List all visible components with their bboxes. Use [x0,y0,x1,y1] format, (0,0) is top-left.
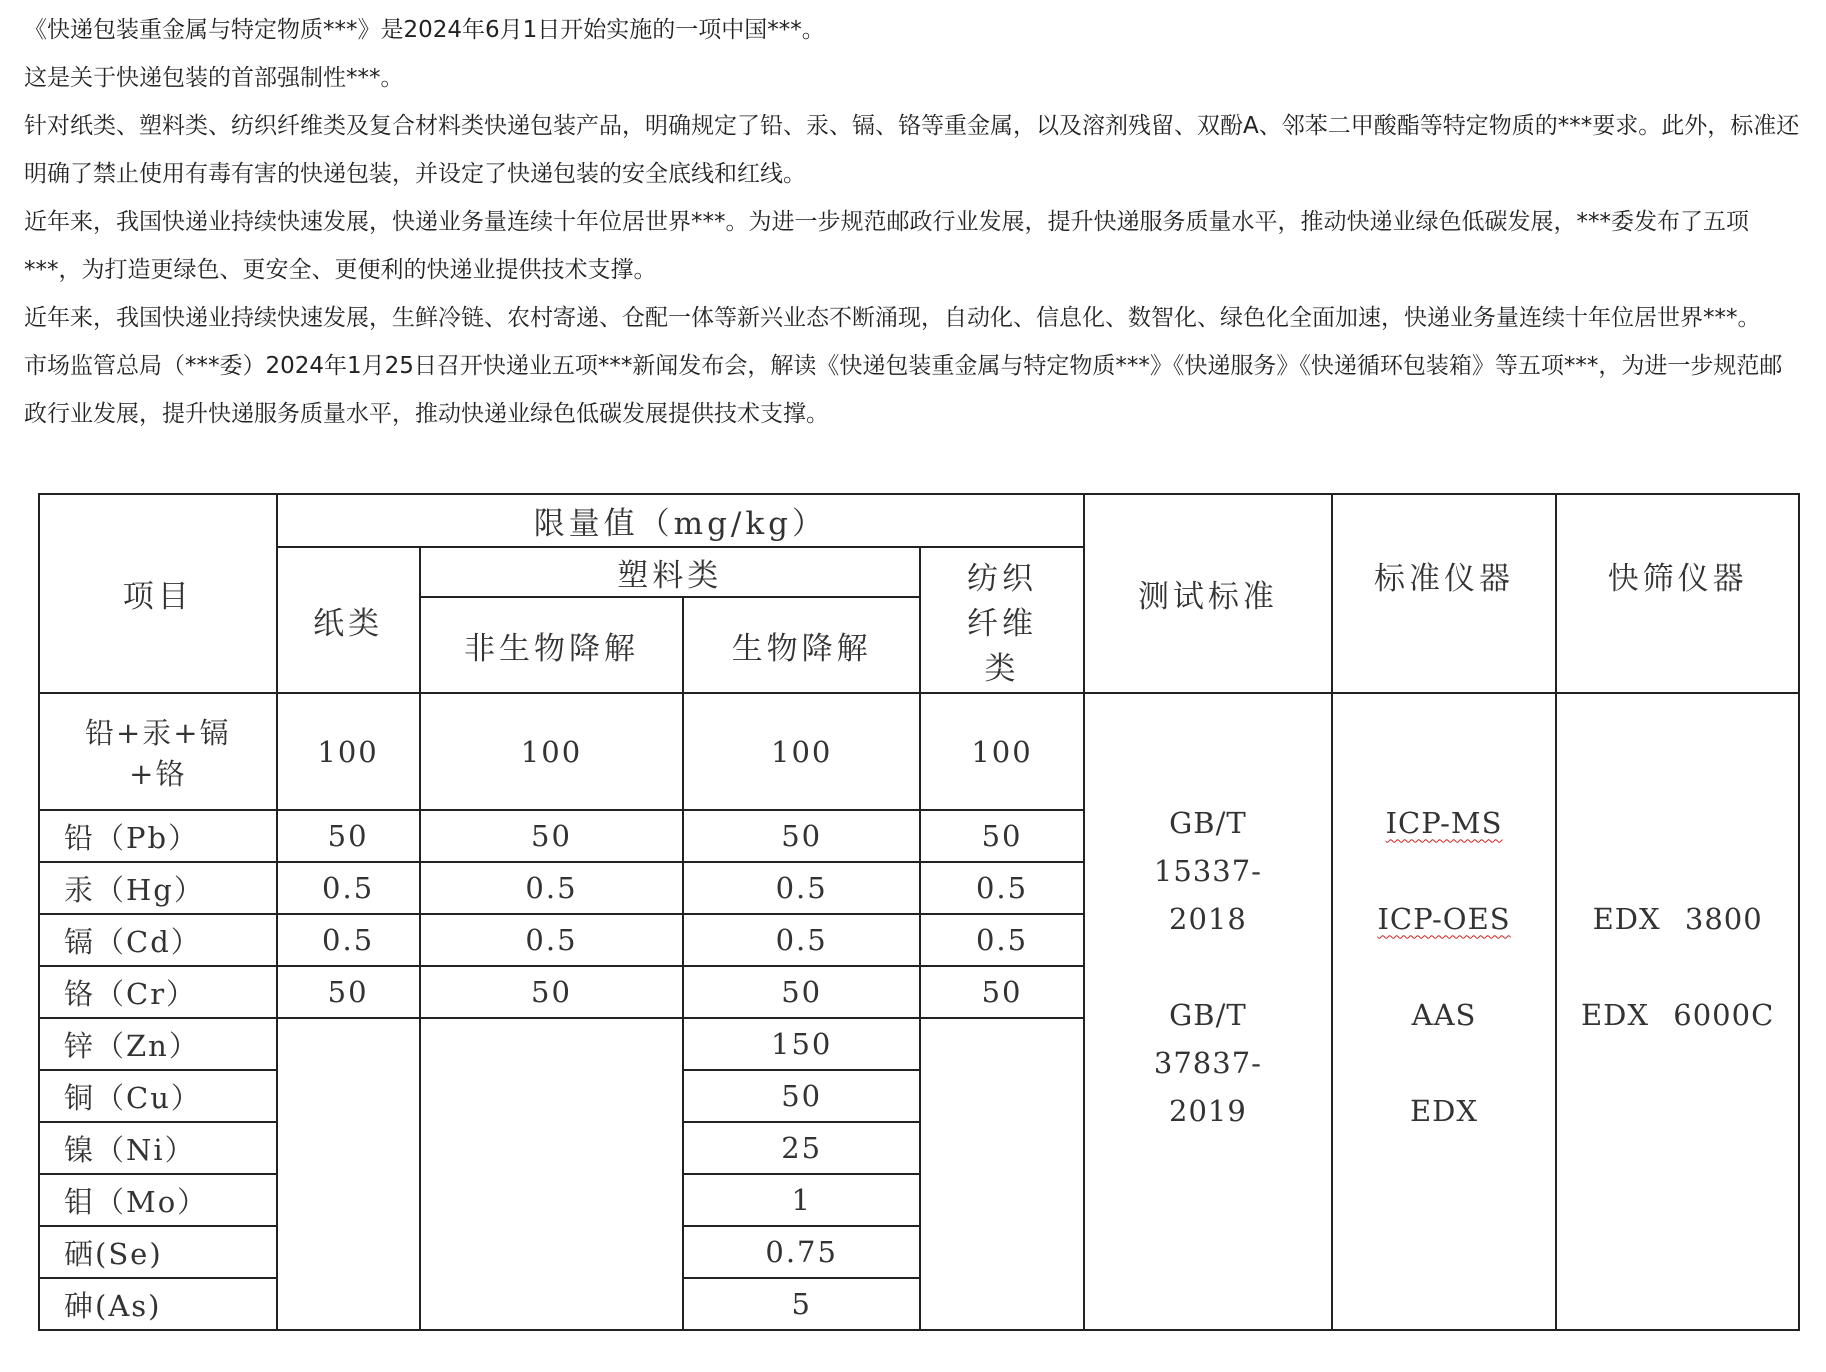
test-standard-line: GB/T [1169,997,1247,1032]
cell-non-bio: 0.5 [420,914,684,966]
bio-row-item: 钼（Mo） [39,1174,277,1226]
cell-bio: 50 [683,966,920,1018]
header-plastic: 塑料类 [420,547,920,597]
cell-bio: 0.5 [683,862,920,914]
bio-row-item: 镍（Ni） [39,1122,277,1174]
header-limit: 限量值（mg/kg） [277,494,1084,547]
empty-non-bio-cell [420,1018,684,1330]
cell-paper: 50 [277,810,420,862]
screening-instruments-cell [1556,693,1799,1330]
test-standard-line: 2018 [1169,901,1247,936]
header-standard-instrument: 标准仪器 [1332,494,1557,693]
metal-row-item: 镉（Cd） [39,914,277,966]
cell-bio: 25 [683,1122,920,1174]
paragraph: 近年来，我国快递业持续快速发展，快递业务量连续十年位居世界***。为进一步规范邮政行业发展，提升快递服务质量水平，推动快递业绿色低碳发展，***委发布了五项***，为打造更绿色、更安全、更便利的快递业提供技术支撑。 [24,209,1749,283]
paragraph: 这是关于快递包装的首部强制性***。 [24,65,404,91]
limits-table [38,493,1800,1331]
cell-bio: 50 [683,1070,920,1122]
metal-row-item: 汞（Hg） [39,862,277,914]
cell-bio: 1 [683,1174,920,1226]
cell-bio: 0.75 [683,1226,920,1278]
cell-paper: 50 [277,966,420,1018]
header-non-bio: 非生物降解 [420,597,684,693]
test-standard-line: GB/T [1169,805,1247,840]
standard-instruments-cell [1332,693,1557,1330]
bio-row-item: 砷(As) [39,1278,277,1330]
empty-paper-cell [277,1018,420,1330]
paragraph: 《快递包装重金属与特定物质***》是2024年6月1日开始实施的一项中国***。 [24,17,825,43]
test-standard-line: 2019 [1169,1093,1247,1128]
header-screening-instrument: 快筛仪器 [1556,494,1799,693]
metal-row-item: 铬（Cr） [39,966,277,1018]
instrument-name: ICP-OES [1377,901,1511,936]
cell-bio: 5 [683,1278,920,1330]
cell-textile: 50 [920,810,1084,862]
cell-paper: 0.5 [277,914,420,966]
cell-textile: 0.5 [920,862,1084,914]
header-paper: 纸类 [277,547,420,693]
cell-bio: 0.5 [683,914,920,966]
test-standard-line: 37837- [1153,1045,1262,1080]
bio-row-item: 硒(Se) [39,1226,277,1278]
cell-non-bio: 50 [420,966,684,1018]
test-standards-cell [1084,693,1332,1330]
header-item: 项目 [39,494,277,693]
cell-non-bio: 50 [420,810,684,862]
empty-textile-cell [920,1018,1084,1330]
header-textile: 纺织 纤维 类 [920,547,1084,693]
screening-instrument-name: EDX 6000C [1581,997,1775,1032]
cell-non-bio: 0.5 [420,862,684,914]
header-bio: 生物降解 [683,597,920,693]
cell-bio: 100 [683,693,920,810]
test-standard-line: 15337- [1153,853,1262,888]
cell-bio: 150 [683,1018,920,1070]
bio-row-item: 锌（Zn） [39,1018,277,1070]
cell-non-bio: 100 [420,693,684,810]
instrument-name: ICP-MS [1385,805,1503,840]
cell-textile: 0.5 [920,914,1084,966]
article-text [24,6,1804,438]
metal-row-item: 铅（Pb） [39,810,277,862]
cell-paper: 100 [277,693,420,810]
instrument-name: AAS [1411,997,1477,1032]
cell-bio: 50 [683,810,920,862]
paragraph: 近年来，我国快递业持续快速发展，生鲜冷链、农村寄递、仓配一体等新兴业态不断涌现，自动化、信息化、数智化、绿色化全面加速，快递业务量连续十年位居世界***。 [24,305,1761,331]
header-test-standard: 测试标准 [1084,494,1332,693]
instrument-name: EDX [1410,1093,1479,1128]
screening-instrument-name: EDX 3800 [1592,901,1763,936]
cell-textile: 50 [920,966,1084,1018]
bio-row-item: 铜（Cu） [39,1070,277,1122]
paragraph: 市场监管总局（***委）2024年1月25日召开快递业五项***新闻发布会，解读《快递包装重金属与特定物质***》《快递服务》《快递循环包装箱》等五项***，为进一步规范邮政行业发展，提升快递服务质量水平，推动快递业绿色低碳发展提供技术支撑。 [24,353,1783,427]
cell-textile: 100 [920,693,1084,810]
total-row-item: 铅+汞+镉 +铬 [39,693,277,810]
cell-paper: 0.5 [277,862,420,914]
paragraph: 针对纸类、塑料类、纺织纤维类及复合材料类快递包装产品，明确规定了铅、汞、镉、铬等重金属，以及溶剂残留、双酚A、邻苯二甲酸酯等特定物质的***要求。此外，标准还明确了禁止使用有毒有害的快递包装，并设定了快递包装的安全底线和红线。 [24,113,1800,187]
